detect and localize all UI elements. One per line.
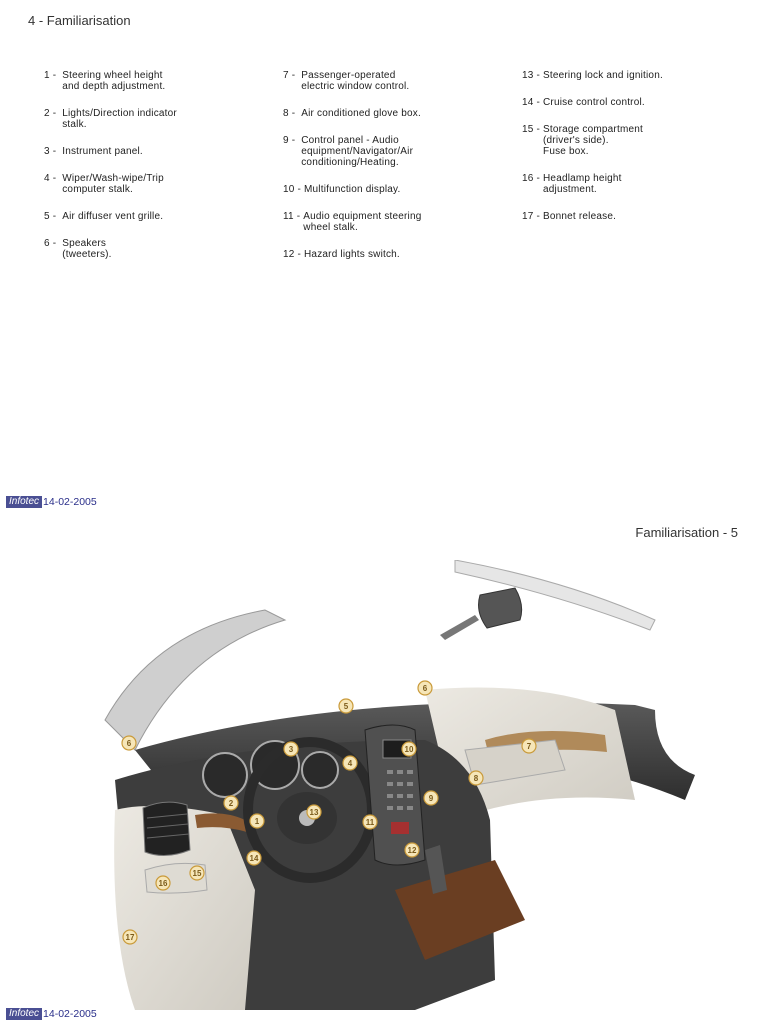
callout-14 [247,851,261,865]
callout-2 [224,796,238,810]
footer-date: 14-02-2005 [43,1008,97,1020]
legend-item: 3 - Instrument panel. [44,146,143,157]
dashboard-illustration [95,560,735,1010]
legend-item: 11 - Audio equipment steering wheel stalk. [283,211,422,233]
legend-item: 8 - Air conditioned glove box. [283,108,421,119]
page-title-bottom: Familiarisation - 5 [635,525,738,540]
legend-item: 6 - Speakers (tweeters). [44,238,112,260]
legend-column-3 [522,70,722,238]
legend-item: 7 - Passenger-operated electric window control. [283,70,410,92]
legend-column-1 [44,70,224,276]
page-title-top: 4 - Familiarisation [28,13,131,28]
legend-item: 2 - Lights/Direction indicator stalk. [44,108,177,130]
callout-7 [522,739,536,753]
svg-text:12: 12 [407,846,417,855]
svg-text:13: 13 [309,808,319,817]
callout-6-left [122,736,136,750]
legend-item: 10 - Multifunction display. [283,184,401,195]
footer-bottom [6,1008,97,1020]
callout-17 [123,930,137,944]
svg-text:8: 8 [473,774,479,783]
legend-item: 14 - Cruise control control. [522,97,645,108]
svg-text:15: 15 [192,869,202,878]
legend-item: 5 - Air diffuser vent grille. [44,211,164,222]
svg-text:9: 9 [428,794,434,803]
legend-item: 12 - Hazard lights switch. [283,249,400,260]
svg-text:16: 16 [158,879,168,888]
legend-column-2 [283,70,473,276]
callout-15 [190,866,204,880]
callout-1 [250,814,264,828]
callout-3 [284,742,298,756]
callout-13 [307,805,321,819]
callout-11 [363,815,377,829]
svg-text:7: 7 [526,742,532,751]
legend-item: 15 - Storage compartment (driver's side). Fuse box. [522,124,643,157]
brand-badge: Infotec [6,496,42,508]
callout-8 [469,771,483,785]
svg-text:3: 3 [288,745,294,754]
svg-text:17: 17 [125,933,135,942]
svg-text:6: 6 [126,739,132,748]
callout-5 [339,699,353,713]
legend-item: 13 - Steering lock and ignition. [522,70,663,81]
callout-9 [424,791,438,805]
callout-16 [156,876,170,890]
svg-text:11: 11 [365,818,375,827]
footer-date: 14-02-2005 [43,496,97,508]
footer-top [6,496,97,508]
svg-text:2: 2 [228,799,234,808]
svg-text:5: 5 [343,702,349,711]
svg-text:6: 6 [422,684,428,693]
legend-item: 9 - Control panel - Audio equipment/Navigator/Air conditioning/Heating. [283,135,414,168]
svg-text:1: 1 [254,817,260,826]
callout-10 [402,742,416,756]
svg-text:4: 4 [347,759,353,768]
svg-text:14: 14 [249,854,259,863]
svg-text:10: 10 [404,745,414,754]
legend-item: 16 - Headlamp height adjustment. [522,173,622,195]
legend-item: 17 - Bonnet release. [522,211,617,222]
callout-4 [343,756,357,770]
brand-badge: Infotec [6,1008,42,1020]
callout-6-right [418,681,432,695]
legend-item: 4 - Wiper/Wash-wipe/Trip computer stalk. [44,173,164,195]
legend-item: 1 - Steering wheel height and depth adjustment. [44,70,166,92]
callout-12 [405,843,419,857]
